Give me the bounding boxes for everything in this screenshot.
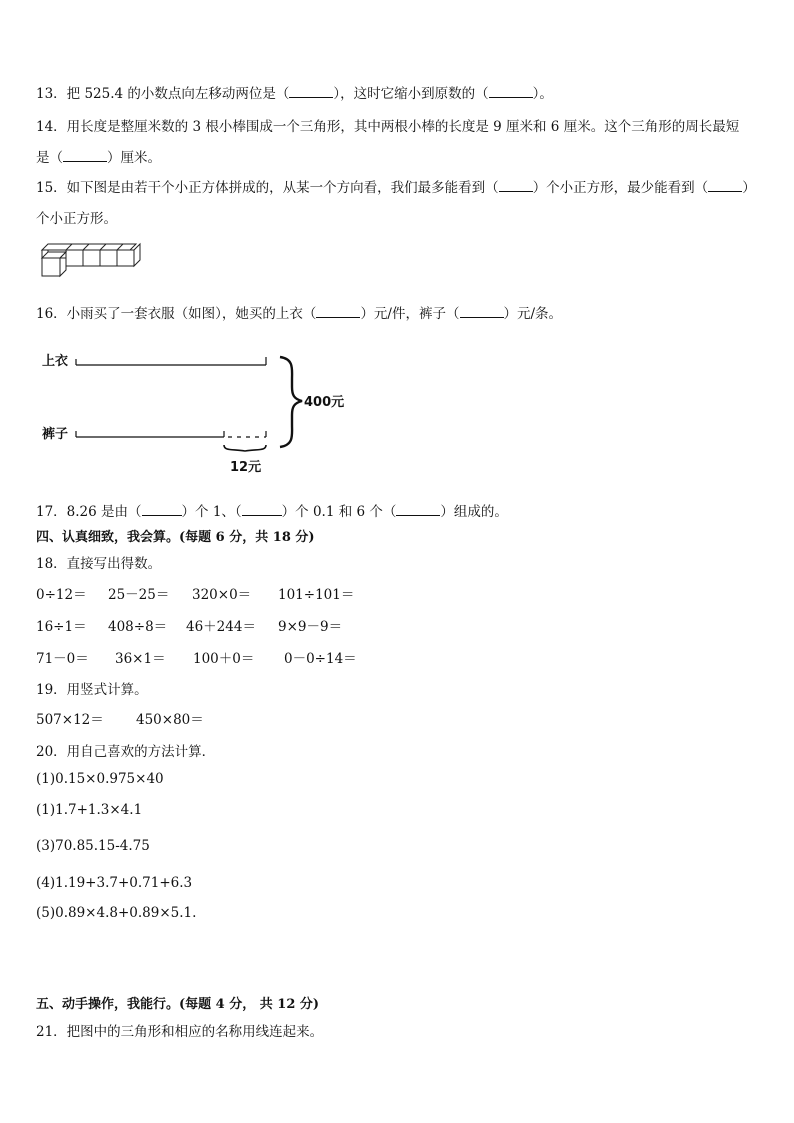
answer-blank[interactable] [142, 504, 182, 516]
q16-text-a: 16．小雨买了一套衣服（如图），她买的上衣（ [36, 306, 317, 322]
question-19-title: 19．用竖式计算。 [36, 682, 148, 698]
cube [117, 250, 134, 266]
cube [42, 258, 60, 276]
q13-text-b: ），这时它缩小到原数的（ [333, 86, 489, 102]
calc-item: 408÷8＝ [108, 619, 168, 635]
q18-row-3 [36, 647, 357, 667]
calc-item: 0－0÷14＝ [284, 651, 357, 667]
calc-item: 25－25＝ [108, 587, 170, 603]
q15-text-a: 15．如下图是由若干个小正方体拼成的，从某一个方向看，我们最多能看到（ [36, 180, 499, 196]
q16-text-b: ）元/件，裤子（ [360, 306, 460, 322]
calc-item: 36×1＝ [115, 651, 166, 667]
answer-blank[interactable] [460, 306, 504, 318]
cube [100, 250, 117, 266]
q20-item-3: (3)70.85.15-4.75 [36, 838, 150, 854]
q18-row-1 [36, 583, 354, 603]
q14-text-a: 是（ [36, 150, 63, 166]
shirt-label: 上衣 [42, 354, 69, 369]
calc-item: 100＋0＝ [193, 651, 255, 667]
answer-blank[interactable] [489, 86, 533, 98]
q16-text-c: ）元/条。 [503, 306, 563, 322]
cube [66, 250, 83, 266]
q19-items [36, 708, 204, 728]
question-13 [36, 82, 553, 102]
cube [83, 250, 100, 266]
question-20-title: 20．用自己喜欢的方法计算． [36, 744, 216, 760]
cube-side-face [134, 244, 140, 266]
calc-item: 71－0＝ [36, 651, 89, 667]
calc-item: 46＋244＝ [186, 619, 256, 635]
q20-item-4: (4)1.19+3.7+0.71+6.3 [36, 875, 193, 891]
q20-item-1: (1)0.15×0.975×40 [36, 771, 164, 787]
q20-item-2: (1)1.7+1.3×4.1 [36, 802, 143, 818]
difference-brace [224, 445, 266, 451]
calc-item: 320×0＝ [192, 587, 252, 603]
q13-text-c: ）。 [532, 86, 553, 102]
q15-text-c: ） [742, 180, 756, 196]
calc-item: 16÷1＝ [36, 619, 87, 635]
calc-item: 101÷101＝ [278, 587, 355, 603]
question-21-title: 21．把图中的三角形和相应的名称用线连起来。 [36, 1024, 324, 1040]
section-5-heading: 五、动手操作，我能行。(每题 4 分， 共 12 分) [36, 997, 320, 1012]
question-16 [36, 302, 562, 322]
section-4-heading: 四、认真细致，我会算。(每题 6 分，共 18 分) [36, 530, 315, 545]
answer-blank[interactable] [242, 504, 282, 516]
answer-blank[interactable] [316, 306, 360, 318]
question-15-line-2: 个小正方形。 [36, 211, 117, 227]
total-brace [280, 357, 302, 447]
q17-text-a: 17．8.26 是由（ [36, 504, 142, 520]
q20-item-5: (5)0.89×4.8+0.89×5.1. [36, 905, 197, 921]
calc-item: 450×80＝ [136, 712, 204, 728]
answer-blank[interactable] [499, 180, 533, 192]
answer-blank[interactable] [396, 504, 440, 516]
clothes-price-figure [36, 345, 356, 480]
calc-item: 9×9－9＝ [278, 619, 343, 635]
cubes-figure [36, 238, 146, 284]
q17-text-c: ）个 0.1 和 6 个（ [281, 504, 397, 520]
question-17 [36, 500, 508, 520]
answer-blank[interactable] [289, 86, 333, 98]
difference-label: 12元 [230, 460, 262, 475]
answer-blank[interactable] [63, 150, 107, 162]
question-14-line-1: 14．用长度是整厘米数的 3 根小棒围成一个三角形，其中两根小棒的长度是 9 厘米和 6 厘米。这个三角形的周长最短 [36, 119, 740, 135]
question-14-line-2 [36, 146, 161, 166]
calc-item: 0÷12＝ [36, 587, 87, 603]
total-label: 400元 [304, 395, 345, 410]
pants-label: 裤子 [42, 427, 69, 442]
q14-text-b: ）厘米。 [107, 150, 161, 166]
answer-blank[interactable] [708, 180, 742, 192]
q17-text-d: ）组成的。 [440, 504, 508, 520]
q15-text-b: ）个小正方形，最少能看到（ [532, 180, 709, 196]
question-15-line-1 [36, 176, 756, 196]
question-18-title: 18．直接写出得数。 [36, 556, 162, 572]
q18-row-2 [36, 615, 342, 635]
q13-text-a: 13．把 525.4 的小数点向左移动两位是（ [36, 86, 290, 102]
q17-text-b: ）个 1、（ [181, 504, 242, 520]
calc-item: 507×12＝ [36, 712, 104, 728]
